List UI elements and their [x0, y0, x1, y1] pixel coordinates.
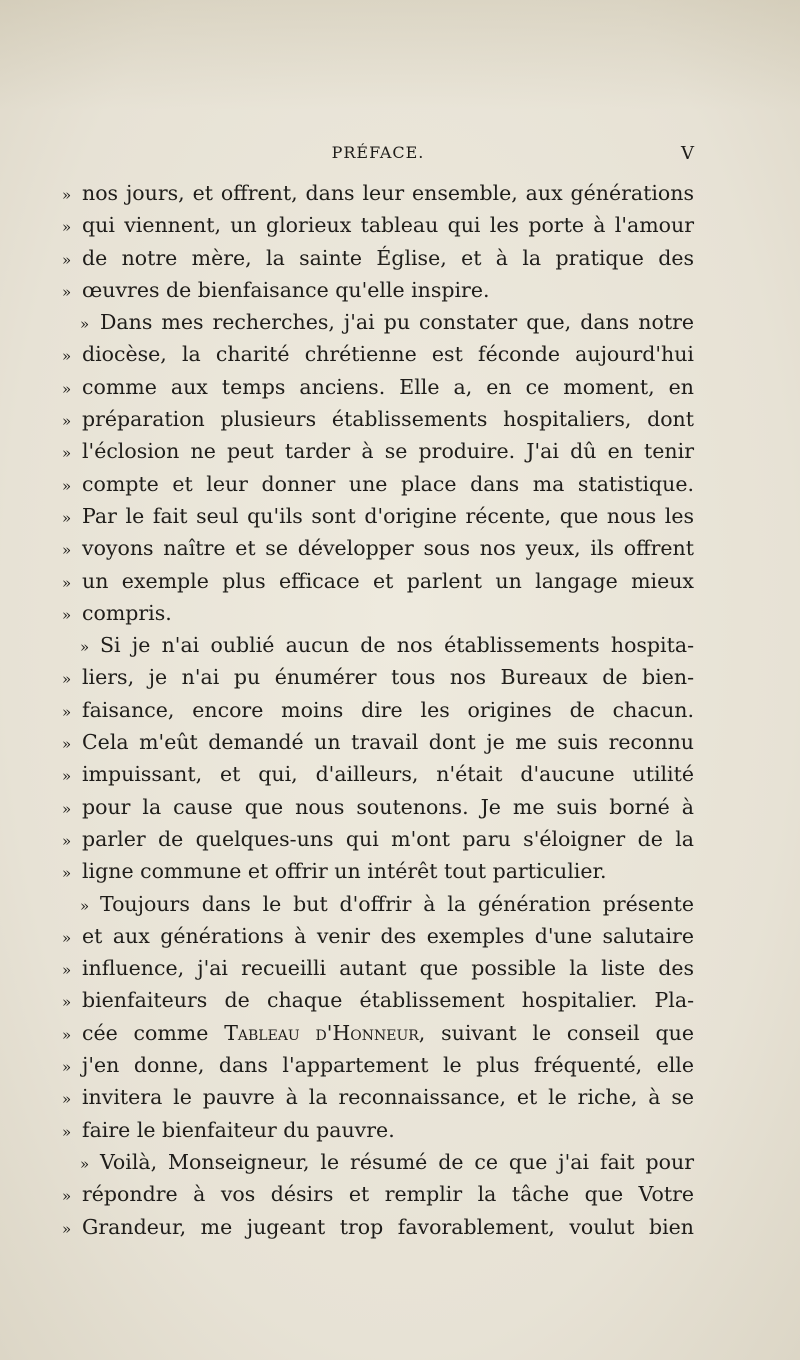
guillemet-mark: » [62, 799, 72, 818]
text-line [62, 468, 694, 500]
line-text: compris. [82, 600, 172, 625]
guillemet-mark: » [62, 1058, 72, 1077]
guillemet-mark: » [62, 541, 72, 560]
text-line [62, 1178, 694, 1210]
line-text: comme aux temps anciens. Elle a, en ce moment, en [82, 374, 694, 399]
line-text: voyons naître et se développer sous nos yeux, ils offrent [82, 536, 694, 561]
text-line [62, 984, 694, 1016]
guillemet-mark: » [62, 670, 72, 689]
text-line [62, 694, 694, 726]
line-text: l'éclosion ne peut tarder à se produire. J'ai dû en tenir [82, 439, 694, 464]
guillemet-mark: » [62, 605, 72, 624]
line-text: impuissant, et qui, d'ailleurs, n'était d'aucune utilité [82, 762, 694, 787]
line-text: préparation plusieurs établissements hospitaliers, dont [82, 407, 694, 432]
guillemet-mark: » [62, 993, 72, 1012]
text-line [62, 758, 694, 790]
line-text: Par le fait seul qu'ils sont d'origine récente, que nous les [82, 503, 694, 528]
text-line [62, 952, 694, 984]
text-line [62, 338, 694, 370]
guillemet-mark: » [62, 250, 72, 269]
line-text: invitera le pauvre à la reconnaissance, et le riche, à se [82, 1085, 694, 1110]
guillemet-mark: » [62, 864, 72, 883]
text-line [62, 1146, 694, 1178]
line-text: Voilà, Monseigneur, le résumé de ce que j'ai fait pour [100, 1149, 694, 1174]
text-line [62, 435, 694, 467]
guillemet-mark: » [80, 896, 90, 915]
guillemet-mark: » [80, 315, 90, 334]
line-text-end: suivant le conseil que [441, 1020, 694, 1045]
guillemet-mark: » [62, 218, 72, 237]
line-text: pour la cause que nous soutenons. Je me suis borné à [82, 794, 694, 819]
guillemet-mark: » [62, 379, 72, 398]
line-text: parler de quelques-uns qui m'ont paru s'éloigner de la [82, 826, 694, 851]
text-line [62, 177, 694, 209]
body-text [62, 177, 694, 1243]
line-text: œuvres de bienfaisance qu'elle inspire. [82, 277, 490, 302]
guillemet-mark: » [62, 573, 72, 592]
page-number: V [681, 143, 694, 164]
text-line [62, 661, 694, 693]
guillemet-mark: » [62, 347, 72, 366]
guillemet-mark: » [62, 1090, 72, 1109]
text-line [62, 920, 694, 952]
guillemet-mark: » [62, 476, 72, 495]
line-text: bienfaiteurs de chaque établissement hospitalier. Pla- [82, 988, 694, 1013]
line-text: nos jours, et offrent, dans leur ensemble, aux générations [82, 181, 694, 205]
line-text: ligne commune et offrir un intérêt tout particulier. [82, 859, 607, 884]
text-line [62, 500, 694, 532]
guillemet-mark: » [62, 831, 72, 850]
page-header [62, 143, 694, 171]
text-line [62, 855, 694, 887]
guillemet-mark: » [80, 1154, 90, 1173]
text-line [62, 1114, 694, 1146]
text-line [62, 629, 694, 661]
guillemet-mark: » [62, 282, 72, 301]
line-text: qui viennent, un glorieux tableau qui les porte à l'amour [82, 213, 694, 238]
text-line [62, 1081, 694, 1113]
line-text: faisance, encore moins dire les origines de chacun. [82, 697, 694, 722]
text-line [62, 274, 694, 306]
line-text: Toujours dans le but d'offrir à la génération présente [100, 891, 694, 916]
line-text: répondre à vos désirs et remplir la tâche que Votre [82, 1182, 694, 1207]
guillemet-mark: » [62, 961, 72, 980]
text-line [62, 791, 694, 823]
line-text: faire le bienfaiteur du pauvre. [82, 1117, 395, 1142]
guillemet-mark: » [62, 412, 72, 431]
line-text-start: cée comme [82, 1020, 209, 1045]
guillemet-mark: » [62, 1187, 72, 1206]
guillemet-mark: » [62, 508, 72, 527]
guillemet-mark: » [62, 928, 72, 947]
guillemet-mark: » [62, 1219, 72, 1238]
guillemet-mark: » [62, 1122, 72, 1141]
guillemet-mark: » [80, 638, 90, 657]
text-line [62, 371, 694, 403]
line-text: un exemple plus efficace et parlent un langage mieux [82, 568, 694, 593]
line-text: j'en donne, dans l'appartement le plus fréquenté, elle [82, 1053, 694, 1078]
text-line [62, 565, 694, 597]
text-line [62, 1211, 694, 1243]
text-line [62, 306, 694, 338]
text-line [62, 1049, 694, 1081]
running-title: PRÉFACE. [331, 143, 425, 162]
guillemet-mark: » [62, 735, 72, 754]
line-text: influence, j'ai recueilli autant que possible la liste des [82, 956, 694, 981]
text-line [62, 888, 694, 920]
guillemet-mark: » [62, 444, 72, 463]
guillemet-mark: » [62, 186, 72, 204]
text-line [62, 1017, 694, 1049]
text-line [62, 726, 694, 758]
line-text: Cela m'eût demandé un travail dont je me suis reconnu [82, 730, 694, 755]
text-line [62, 597, 694, 629]
text-line [62, 823, 694, 855]
line-text: liers, je n'ai pu énumérer tous nos Bureaux de bien- [82, 665, 694, 690]
text-line [62, 532, 694, 564]
line-text: Grandeur, me jugeant trop favorablement, voulut bien [82, 1214, 694, 1239]
paper-stain [0, 0, 800, 110]
guillemet-mark: » [62, 702, 72, 721]
line-text: Si je n'ai oublié aucun de nos établissements hospita- [100, 633, 694, 658]
guillemet-mark: » [62, 1025, 72, 1044]
line-text: compte et leur donner une place dans ma statistique. [82, 471, 694, 496]
line-text: et aux générations à venir des exemples d'une salutaire [82, 923, 694, 948]
line-text [82, 1017, 694, 1049]
text-line [62, 209, 694, 241]
line-text: diocèse, la charité chrétienne est féconde aujourd'hui [82, 342, 694, 367]
text-line [62, 403, 694, 435]
line-text: Dans mes recherches, j'ai pu constater que, dans notre [100, 310, 694, 335]
tableau-honneur-smallcaps: Tableau d'Honneur, [224, 1020, 426, 1045]
guillemet-mark: » [62, 767, 72, 786]
line-text: de notre mère, la sainte Église, et à la pratique des [82, 245, 694, 270]
text-line [62, 242, 694, 274]
